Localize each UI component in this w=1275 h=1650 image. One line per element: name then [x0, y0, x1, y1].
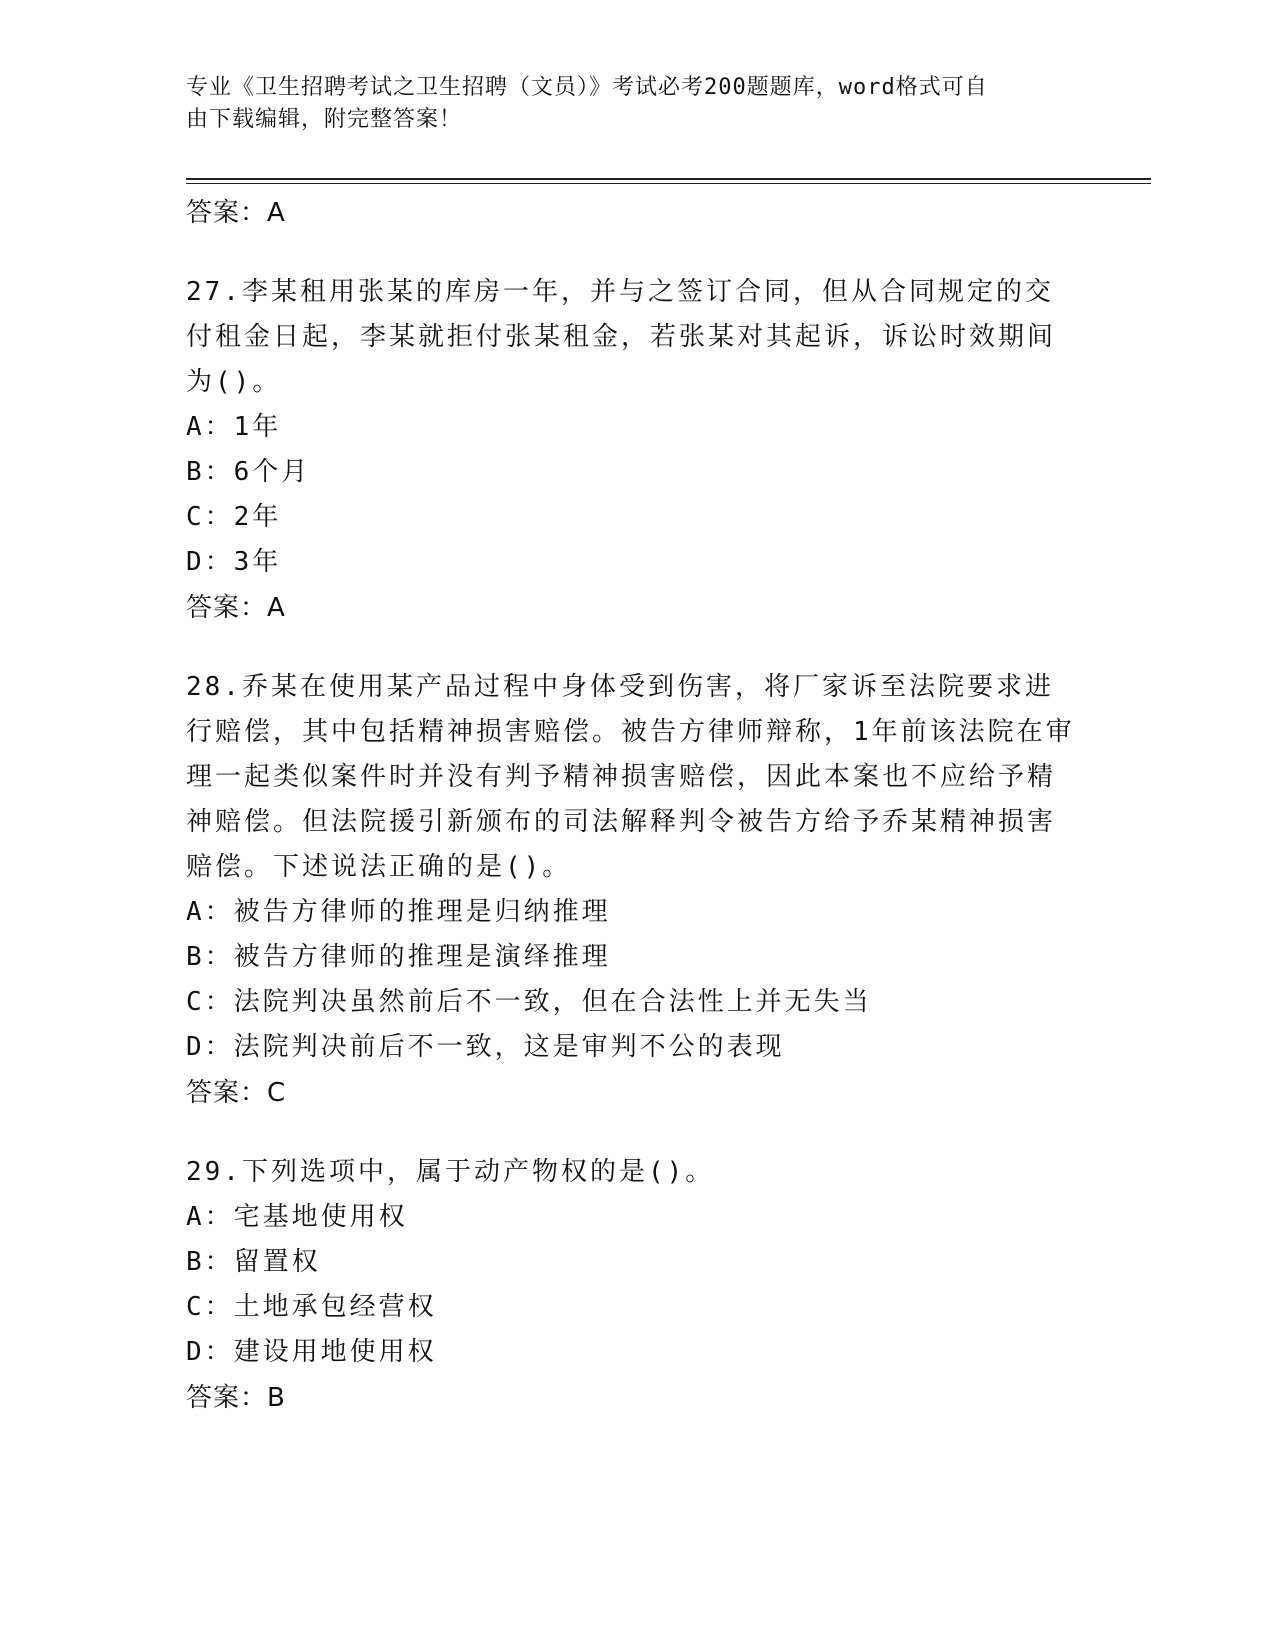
question-stem: 28.乔某在使用某产品过程中身体受到伤害，将厂家诉至法院要求进行赔偿，其中包括精神损害赔偿。被告方律师辩称，1年前该法院在审理一起类似案件时并没有判予精神损害赔偿，因此本案也不应给予精神赔偿。但法院援引新颁布的司法解释判令被告方给予乔某精神损害赔偿。下述说法正确的是()。: [186, 672, 1075, 882]
option-b: B：6个月: [186, 457, 311, 487]
header-rule-thin: [186, 183, 1151, 184]
question-stem: 29.下列选项中，属于动产物权的是()。: [186, 1157, 715, 1187]
document-header: [186, 72, 1086, 136]
question-stem: 27.李某租用张某的库房一年，并与之签订合同，但从合同规定的交付租金日起，李某就拒付张某租金，若张某对其起诉，诉讼时效期间为()。: [186, 277, 1057, 397]
header-line-2: 由下载编辑，附完整答案！: [186, 107, 463, 132]
question-27: [186, 270, 1076, 631]
question-28: [186, 665, 1076, 1116]
option-c: C：法院判决虽然前后不一致，但在合法性上并无失当: [186, 987, 872, 1017]
option-a: A：被告方律师的推理是归纳推理: [186, 897, 611, 927]
previous-answer: 答案：A: [186, 198, 286, 228]
option-c: C：土地承包经营权: [186, 1292, 437, 1322]
option-d: D：法院判决前后不一致，这是审判不公的表现: [186, 1032, 785, 1062]
option-b: B：被告方律师的推理是演绎推理: [186, 942, 611, 972]
header-rule-thick: [186, 178, 1151, 180]
question-answer: 答案：C: [186, 1078, 287, 1108]
header-line-1: 专业《卫生招聘考试之卫生招聘（文员）》考试必考200题题库，word格式可自: [186, 75, 988, 100]
question-answer: 答案：B: [186, 1383, 286, 1413]
option-d: D：建设用地使用权: [186, 1337, 437, 1367]
question-29: [186, 1150, 1076, 1421]
option-d: D：3年: [186, 547, 282, 577]
option-a: A：宅基地使用权: [186, 1202, 408, 1232]
question-answer: 答案：A: [186, 593, 286, 623]
option-a: A：1年: [186, 412, 282, 442]
option-b: B：留置权: [186, 1247, 321, 1277]
document-body: [186, 190, 1076, 1421]
option-c: C：2年: [186, 502, 282, 532]
